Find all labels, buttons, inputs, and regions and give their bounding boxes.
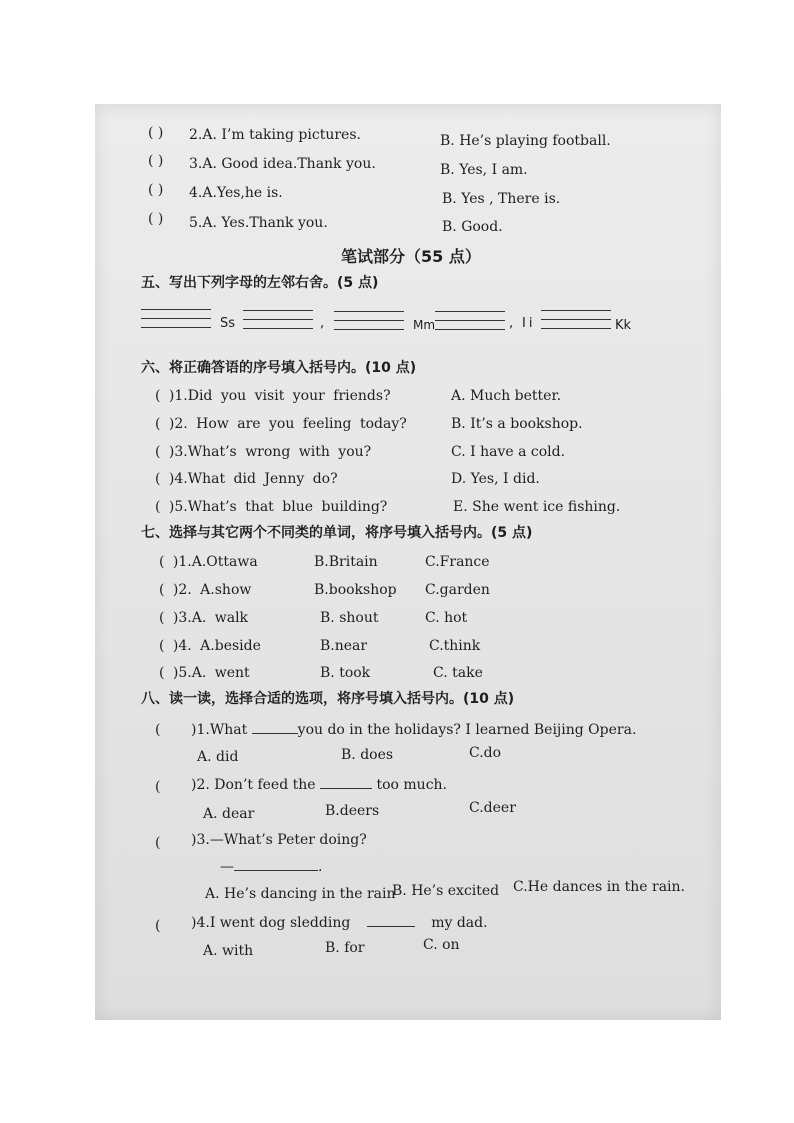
s8-q2 bbox=[191, 776, 447, 794]
section8-heading: 八、读一读，选择合适的选项，将序号填入括号内。(10 点) bbox=[141, 691, 515, 707]
s8-q4-opt-a: A. with bbox=[203, 943, 254, 959]
answer-lines bbox=[334, 309, 404, 333]
s8-q3: )3.—What’s Peter doing? bbox=[191, 832, 367, 848]
section5-heading: 五、写出下列字母的左邻右舍。(5 点) bbox=[141, 275, 379, 291]
separator: , bbox=[509, 316, 514, 331]
s8-q4 bbox=[191, 914, 488, 932]
s7-q4-a: ( )4. A.beside bbox=[159, 638, 261, 654]
answer-paren: ( bbox=[155, 779, 161, 795]
answer-paren: ( bbox=[155, 918, 161, 934]
letter-kk: Kk bbox=[615, 318, 632, 333]
listening-q4-b: B. Yes , There is. bbox=[442, 191, 561, 207]
s8-q3-opt-a: A. He’s dancing in the rain bbox=[205, 886, 396, 902]
s8-q4-opt-c: C. on bbox=[423, 937, 460, 953]
answer-lines bbox=[141, 307, 211, 331]
s7-q2-c: C.garden bbox=[425, 582, 490, 598]
answer-paren: ( bbox=[155, 835, 161, 851]
letter-ii: Ii bbox=[522, 316, 536, 331]
answer-lines bbox=[435, 309, 505, 333]
separator: , bbox=[320, 316, 325, 331]
s7-q1-c: C.France bbox=[425, 554, 490, 570]
s7-q2-a: ( )2. A.show bbox=[159, 582, 252, 598]
s7-q4-b: B.near bbox=[320, 638, 368, 654]
listening-q5-a: 5.A. Yes.Thank you. bbox=[189, 215, 328, 231]
s6-q2: ( )2. How are you feeling today? bbox=[155, 416, 407, 432]
s8-q2-opt-b: B.deers bbox=[325, 803, 380, 819]
s7-q1-b: B.Britain bbox=[314, 554, 378, 570]
listening-q3-b: B. Yes, I am. bbox=[440, 162, 528, 178]
s6-c: C. I have a cold. bbox=[451, 444, 566, 460]
s7-q5-c: C. take bbox=[433, 665, 483, 681]
s7-q1-a: ( )1.A.Ottawa bbox=[159, 554, 258, 570]
s7-q2-b: B.bookshop bbox=[314, 582, 397, 598]
listening-q3-a: 3.A. Good idea.Thank you. bbox=[189, 156, 376, 172]
answer-paren: ( ) bbox=[148, 182, 164, 198]
exam-paper bbox=[95, 104, 721, 1020]
s8-q4-post: my dad. bbox=[431, 915, 488, 931]
s8-q1-opt-b: B. does bbox=[341, 747, 394, 763]
answer-paren: ( ) bbox=[148, 125, 164, 141]
s8-q2-pre: )2. Don’t feed the bbox=[191, 777, 316, 793]
section6-heading: 六、将正确答语的序号填入括号内。(10 点) bbox=[141, 360, 417, 376]
s8-q2-opt-c: C.deer bbox=[469, 800, 516, 816]
letter-ss: Ss bbox=[220, 316, 236, 331]
answer-paren: ( ) bbox=[148, 211, 164, 227]
listening-q5-b: B. Good. bbox=[442, 219, 503, 235]
s6-q4: ( )4.What did Jenny do? bbox=[155, 471, 338, 487]
fill-blank bbox=[234, 858, 318, 871]
s8-q3-opt-c: C.He dances in the rain. bbox=[513, 879, 685, 895]
s8-q2-post: too much. bbox=[376, 777, 448, 793]
s7-q3-c: C. hot bbox=[425, 610, 468, 626]
fill-blank bbox=[252, 721, 298, 734]
s6-q1: ( )1.Did you visit your friends? bbox=[155, 388, 391, 404]
written-section-title: 笔试部分（55 点） bbox=[341, 247, 481, 266]
s8-q1 bbox=[191, 721, 636, 739]
fill-blank bbox=[367, 914, 415, 927]
listening-q2-b: B. He’s playing football. bbox=[440, 133, 611, 149]
s6-b: B. It’s a bookshop. bbox=[451, 416, 583, 432]
s8-q1-opt-a: A. did bbox=[197, 749, 239, 765]
s6-e: E. She went ice fishing. bbox=[453, 499, 621, 515]
s8-q3-dash: — bbox=[220, 859, 234, 875]
answer-paren: ( ) bbox=[148, 153, 164, 169]
section7-heading: 七、选择与其它两个不同类的单词，将序号填入括号内。(5 点) bbox=[141, 525, 533, 541]
letter-mm: Mm bbox=[413, 318, 436, 332]
s8-q3-opt-b: B. He’s excited bbox=[392, 883, 500, 899]
s8-q2-opt-a: A. dear bbox=[203, 806, 255, 822]
listening-q4-a: 4.A.Yes,he is. bbox=[189, 185, 283, 201]
s7-q5-b: B. took bbox=[320, 665, 371, 681]
s7-q3-a: ( )3.A. walk bbox=[159, 610, 249, 626]
s7-q3-b: B. shout bbox=[320, 610, 379, 626]
s6-a: A. Much better. bbox=[451, 388, 562, 404]
s8-q4-pre: )4.I went dog sledding bbox=[191, 915, 351, 931]
s6-q3: ( )3.What’s wrong with you? bbox=[155, 444, 372, 460]
s7-q5-a: ( )5.A. went bbox=[159, 665, 250, 681]
s8-q1-opt-c: C.do bbox=[469, 745, 502, 761]
s8-q3-answer bbox=[220, 858, 322, 876]
fill-blank bbox=[320, 776, 372, 789]
listening-q2-a: 2.A. I’m taking pictures. bbox=[189, 127, 361, 143]
s8-q3-dot: . bbox=[318, 859, 323, 875]
answer-lines bbox=[243, 308, 313, 332]
s8-q1-post: you do in the holidays? I learned Beijing Opera. bbox=[297, 722, 637, 738]
answer-paren: ( bbox=[155, 722, 161, 738]
answer-lines bbox=[541, 308, 611, 332]
s6-d: D. Yes, I did. bbox=[451, 471, 540, 487]
s7-q4-c: C.think bbox=[429, 638, 481, 654]
s8-q4-opt-b: B. for bbox=[325, 940, 365, 956]
s6-q5: ( )5.What’s that blue building? bbox=[155, 499, 388, 515]
s8-q1-pre: )1.What bbox=[191, 722, 248, 738]
